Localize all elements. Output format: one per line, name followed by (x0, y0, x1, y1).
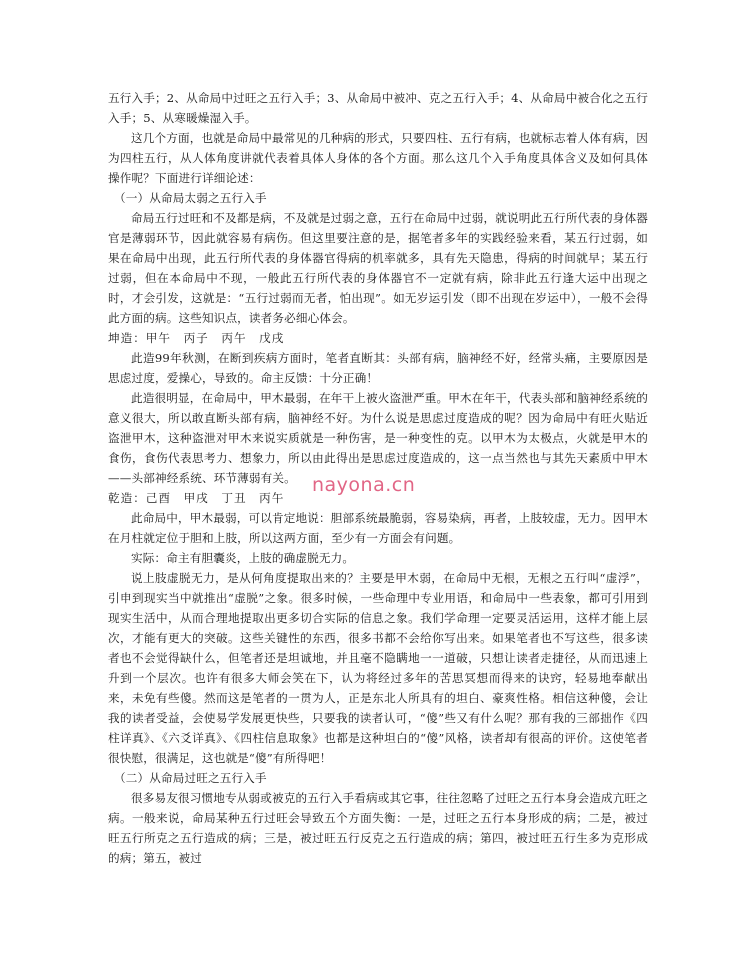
paragraph: 说上肢虚脱无力，是从何角度提取出来的？主要是甲木弱，在命局中无根，无根之五行叫“虚浮”，引申到现实当中就推出“虚脱”之象。很多时候，一些命理中专业用语，和命局中一些表象，都可引用到现实生活中，从而合理地提取出更多切合实际的信息之象。我们学命理一定要灵活运用，这样才能上层次，才能有更大的突破。这些关键性的东西，很多书都不会给你写出来。如果笔者也不写这些，很多读者也不会觉得缺什么，但笔者还是坦诚地，并且毫不隐瞒地一一道破，只想让读者走捷径，从而迅速上升到一个层次。也许有很多大师会笑在下，认为将经过多年的苦思冥想而得来的诀窍，轻易地奉献出来，未免有些傻。然而这是笔者的一贯为人，正是东北人所具有的坦白、豪爽性格。相信这种傻，会让我的读者受益，会使易学发展更快些，只要我的读者认可，“傻”些又有什么呢？那有我的三部拙作《四柱详真》、《六爻详真》、《四柱信息取象》也都是这种坦白的“傻”风格，读者却有很高的评价。这使笔者很快慰，很满足，这也就是“傻”有所得吧！ (108, 571, 648, 765)
birth-chart-line: 坤造：甲午 丙子 丙午 戊戌 (108, 331, 285, 345)
paragraph: 此命局中，甲木最弱，可以肯定地说：胆部系统最脆弱，容易染病，再者，上肢较虚，无力。因甲木在月柱就定位于胆和上肢，所以这两方面，至少有一方面会有问题。 (108, 511, 648, 545)
paragraph: 此造99年秋测，在断到疾病方面时，笔者直断其：头部有病，脑神经不好，经常头痛，主要原因是思虑过度，爱操心，导致的。命主反馈：十分正确！ (108, 351, 648, 385)
paragraph: 五行入手；2、从命局中过旺之五行入手；3、从命局中被冲、克之五行入手；4、从命局中被合化之五行入手；5、从寒暖燥湿入手。 (108, 91, 648, 125)
paragraph: 实际：命主有胆囊炎，上肢的确虚脱无力。 (131, 551, 355, 565)
paragraph: 命局五行过旺和不及都是病，不及就是过弱之意，五行在命局中过弱，就说明此五行所代表的身体器官是薄弱环节，因此就容易有病伤。但这里要注意的是，据笔者多年的实践经验来看，某五行过弱，如果在命局中出现，此五行所代表的身体器官得病的机率就多，具有先天隐患，得病的时间就早；某五行过弱，但在本命局中不现，一般此五行所代表的身体器官不一定就有病，除非此五行逢大运中出现之时，才会引发，这就是：“五行过弱而无者，怕出现”。如无岁运引发（即不出现在岁运中），一般不会得此方面的病。这些知识点，读者务必细心体会。 (108, 211, 648, 325)
birth-chart-line: 乾造：己酉 甲戌 丁丑 丙午 (108, 491, 285, 505)
section-heading: （一）从命局太弱之五行入手 (114, 191, 267, 205)
paragraph: 这几个方面，也就是命局中最常见的几种病的形式，只要四柱、五行有病，也就标志着人体有病，因为四柱五行，从人体角度讲就代表着具体人身体的各个方面。那么这几个入手角度具体含义及如何具体操作呢？下面进行详细论述： (108, 131, 648, 185)
section-heading: （二）从命局过旺之五行入手 (114, 771, 267, 785)
paragraph: 此造很明显，在命局中，甲木最弱，在年干上被火盗泄严重。甲木在年干，代表头部和脑神经系统的意义很大，所以敢直断头部有病，脑神经不好。为什么说是思虑过度造成的呢？因为命局中有旺火贴近盗泄甲木，这种盗泄对甲木来说实质就是一种伤害，是一种变性的克。以甲木为太极点，火就是甲木的食伤，食伤代表思考力、想象力，所以由此得出是思虑过度造成的，这一点当然也与其先天素质中甲木——头部神经系统、环节薄弱有关。 (108, 391, 648, 485)
document-body (108, 88, 648, 868)
paragraph: 很多易友很习惯地专从弱或被克的五行入手看病或其它事，往往忽略了过旺之五行本身会造成亢旺之病。一般来说，命局某种五行过旺会导致五个方面失衡：一是，过旺之五行本身形成的病；二是，被过旺五行所克之五行造成的病；三是，被过旺五行反克之五行造成的病；第四，被过旺五行生多为克形成的病；第五，被过 (108, 791, 648, 865)
watermark: nayona.cn (312, 474, 416, 496)
